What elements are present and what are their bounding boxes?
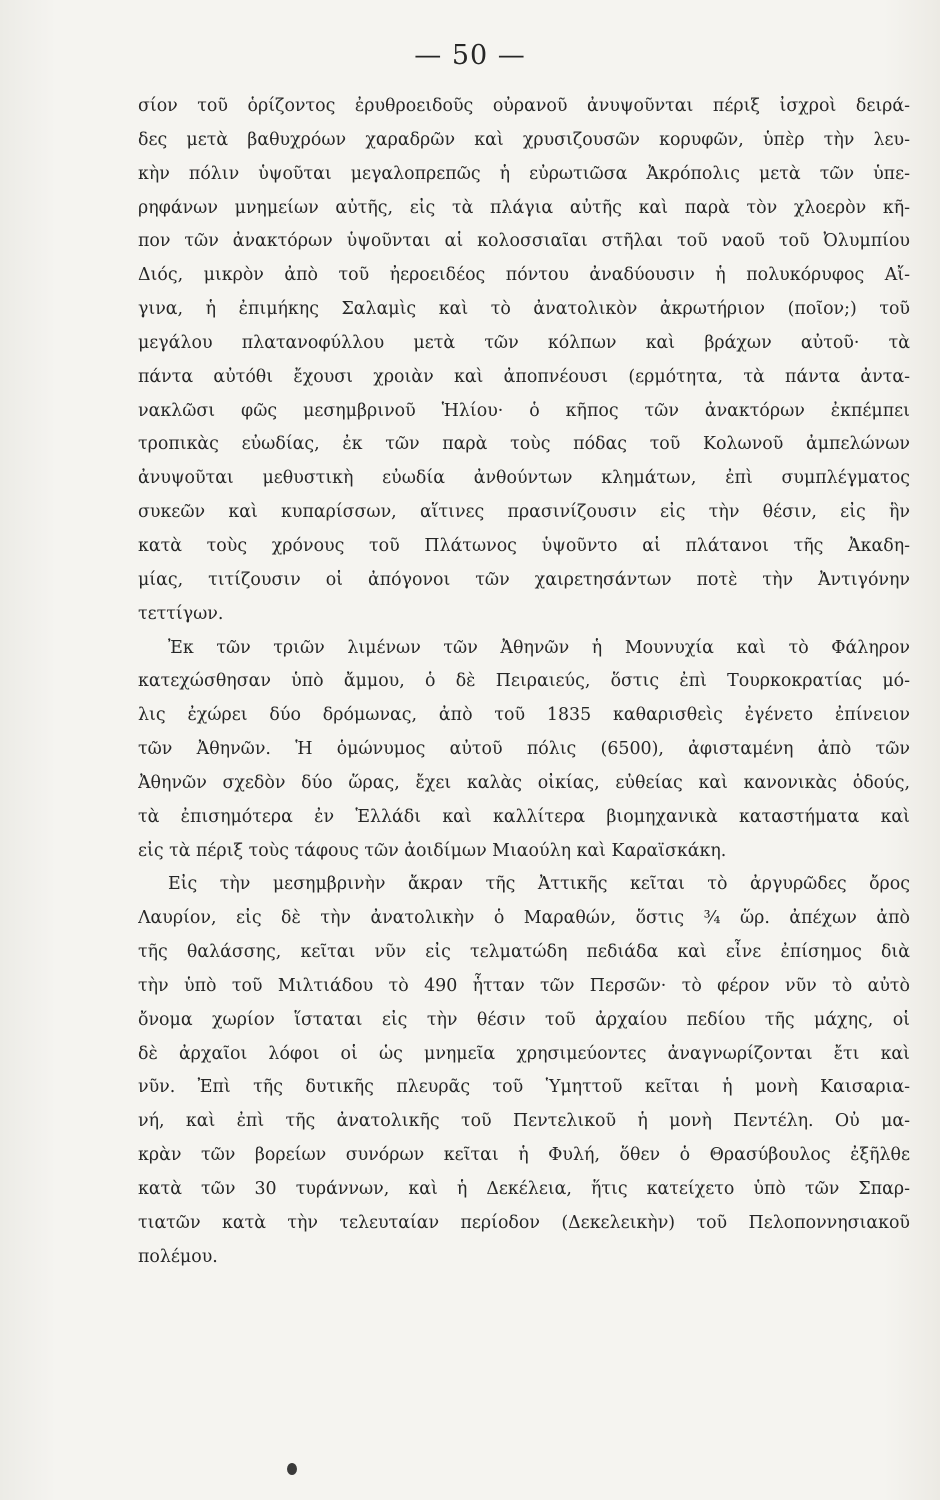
text-line: λις ἐχώρει δύο δρόμωνας, ἀπὸ τοῦ 1835 καθαρισθεὶς ἐγένετο ἐπίνειον <box>138 705 910 726</box>
text-line: συκεῶν καὶ κυπαρίσσων, αἵτινες πρασινίζουσιν εἰς τὴν θέσιν, εἰς ἣν <box>138 502 910 523</box>
text-line: κατεχώσθησαν ὑπὸ ἄμμου, ὁ δὲ Πειραιεύς, ὅστις ἐπὶ Τουρκοκρατίας μό- <box>138 671 910 692</box>
text-line: κατὰ τοὺς χρόνους τοῦ Πλάτωνος ὑψοῦντο αἱ πλάτανοι τῆς Ἀκαδη- <box>138 535 910 556</box>
text-line: νῦν. Ἐπὶ τῆς δυτικῆς πλευρᾶς τοῦ Ὑμηττοῦ κεῖται ἡ μονὴ Καισαρια- <box>138 1077 910 1098</box>
text-line: κὴν πόλιν ὑψοῦται μεγαλοπρεπῶς ἡ εὐρωτιῶσα Ἀκρόπολις μετὰ τῶν ὑπε- <box>138 163 910 184</box>
body-text <box>138 90 910 1275</box>
text-line: νή, καὶ ἐπὶ τῆς ἀνατολικῆς τοῦ Πεντελικοῦ ἡ μονὴ Πεντέλη. Οὐ μα- <box>138 1111 910 1132</box>
text-line: Λαυρίον, εἰς δὲ τὴν ἀνατολικὴν ὁ Μαραθών, ὅστις ¾ ὥρ. ἀπέχων ἀπὸ <box>138 908 910 929</box>
text-line: κατὰ τῶν 30 τυράννων, καὶ ἡ Δεκέλεια, ἥτις κατείχετο ὑπὸ τῶν Σπαρ- <box>138 1179 910 1199</box>
text-line: δες μετὰ βαθυχρόων χαραδρῶν καὶ χρυσιζουσῶν κορυφῶν, ὑπὲρ τὴν λευ- <box>138 129 910 150</box>
text-line: γινα, ἡ ἐπιμήκης Σαλαμὶς καὶ τὸ ἀνατολικὸν ἀκρωτήριον (ποῖον;) τοῦ <box>138 299 910 320</box>
text-line: τῆς θαλάσσης, κεῖται νῦν εἰς τελματώδη πεδιάδα καὶ εἶνε ἐπίσημος διὰ <box>138 942 910 963</box>
text-line: μεγάλου πλατανοφύλλου μετὰ τῶν κόλπων καὶ βράχων αὐτοῦ· τὰ <box>138 332 910 353</box>
text-line: τῶν Ἀθηνῶν. Ἡ ὁμώνυμος αὐτοῦ πόλις (6500), ἀφισταμένη ἀπὸ τῶν <box>138 739 910 760</box>
text-line: Διός, μικρὸν ἀπὸ τοῦ ἠεροειδέος πόντου ἀναδύουσιν ἡ πολυκόρυφος Αἴ- <box>138 265 910 286</box>
text-line: πον τῶν ἀνακτόρων ὑψοῦνται αἱ κολοσσιαῖαι στῆλαι τοῦ ναοῦ τοῦ Ὀλυμπίου <box>138 231 910 252</box>
text-line: πολέμου. <box>138 1246 218 1267</box>
text-line: Ἐκ τῶν τριῶν λιμένων τῶν Ἀθηνῶν ἡ Μουνυχία καὶ τὸ Φάληρον <box>168 637 910 658</box>
text-line: ἀνυψοῦται μεθυστικὴ εὐωδία ἀνθούντων κλημάτων, ἐπὶ συμπλέγματος <box>138 468 910 489</box>
text-line: δὲ ἀρχαῖοι λόφοι οἱ ὡς μνημεῖα χρησιμεύοντες ἀναγνωρίζονται ἔτι καὶ <box>138 1043 910 1064</box>
text-line: τροπικὰς εὐωδίας, ἐκ τῶν παρὰ τοὺς πόδας τοῦ Κολωνοῦ ἀμπελώνων <box>138 434 910 455</box>
page-number: — 50 — <box>414 40 526 71</box>
text-line: τιατῶν κατὰ τὴν τελευταίαν περίοδον (Δεκελεικὴν) τοῦ Πελοποννησιακοῦ <box>138 1212 910 1233</box>
text-line: ὄνομα χωρίον ἵσταται εἰς τὴν θέσιν τοῦ ἀρχαίου πεδίου τῆς μάχης, οἱ <box>138 1009 910 1030</box>
text-line: Ἀθηνῶν σχεδὸν δύο ὥρας, ἔχει καλὰς οἰκίας, εὐθείας καὶ κανονικὰς ὁδούς, <box>138 772 910 793</box>
text-line: τὰ ἐπισημότερα ἐν Ἑλλάδι καὶ καλλίτερα βιομηχανικὰ καταστήματα καὶ <box>138 806 910 827</box>
text-line: πάντα αὐτόθι ἔχουσι χροιὰν καὶ ἀποπνέουσι (ερμότητα, τὰ πάντα ἀντα- <box>138 366 910 387</box>
text-line: Εἰς τὴν μεσημβρινὴν ἄκραν τῆς Ἀττικῆς κεῖται τὸ ἀργυρῶδες ὄρος <box>168 874 910 895</box>
text-line: μίας, τιτίζουσιν οἱ ἀπόγονοι τῶν χαιρετησάντων ποτὲ τὴν Ἀντιγόνην <box>138 569 910 590</box>
text-line: σίον τοῦ ὁρίζοντος ἐρυθροειδοῦς οὐρανοῦ ἀνυψοῦνται πέριξ ἰσχροὶ δειρά- <box>138 96 910 116</box>
text-line: τὴν ὑπὸ τοῦ Μιλτιάδου τὸ 490 ἧτταν τῶν Περσῶν· τὸ φέρον νῦν τὸ αὐτὸ <box>138 975 910 996</box>
text-line: κρὰν τῶν βορείων συνόρων κεῖται ἡ Φυλή, ὅθεν ὁ Θρασύβουλος ἐξῆλθε <box>138 1145 910 1166</box>
text-line: τεττίγων. <box>138 603 224 624</box>
text-line: εἰς τὰ πέριξ τοὺς τάφους τῶν ἀοιδίμων Μιαούλη καὶ Καραϊσκάκη. <box>138 840 727 861</box>
text-line: νακλῶσι φῶς μεσημβρινοῦ Ἡλίου· ὁ κῆπος τῶν ἀνακτόρων ἐκπέμπει <box>138 400 910 421</box>
text-line: ρηφάνων μνημείων αὐτῆς, εἰς τὰ πλάγια αὐτῆς καὶ παρὰ τὸν χλοερὸν κῆ- <box>138 197 910 218</box>
ink-blot <box>287 1463 297 1475</box>
